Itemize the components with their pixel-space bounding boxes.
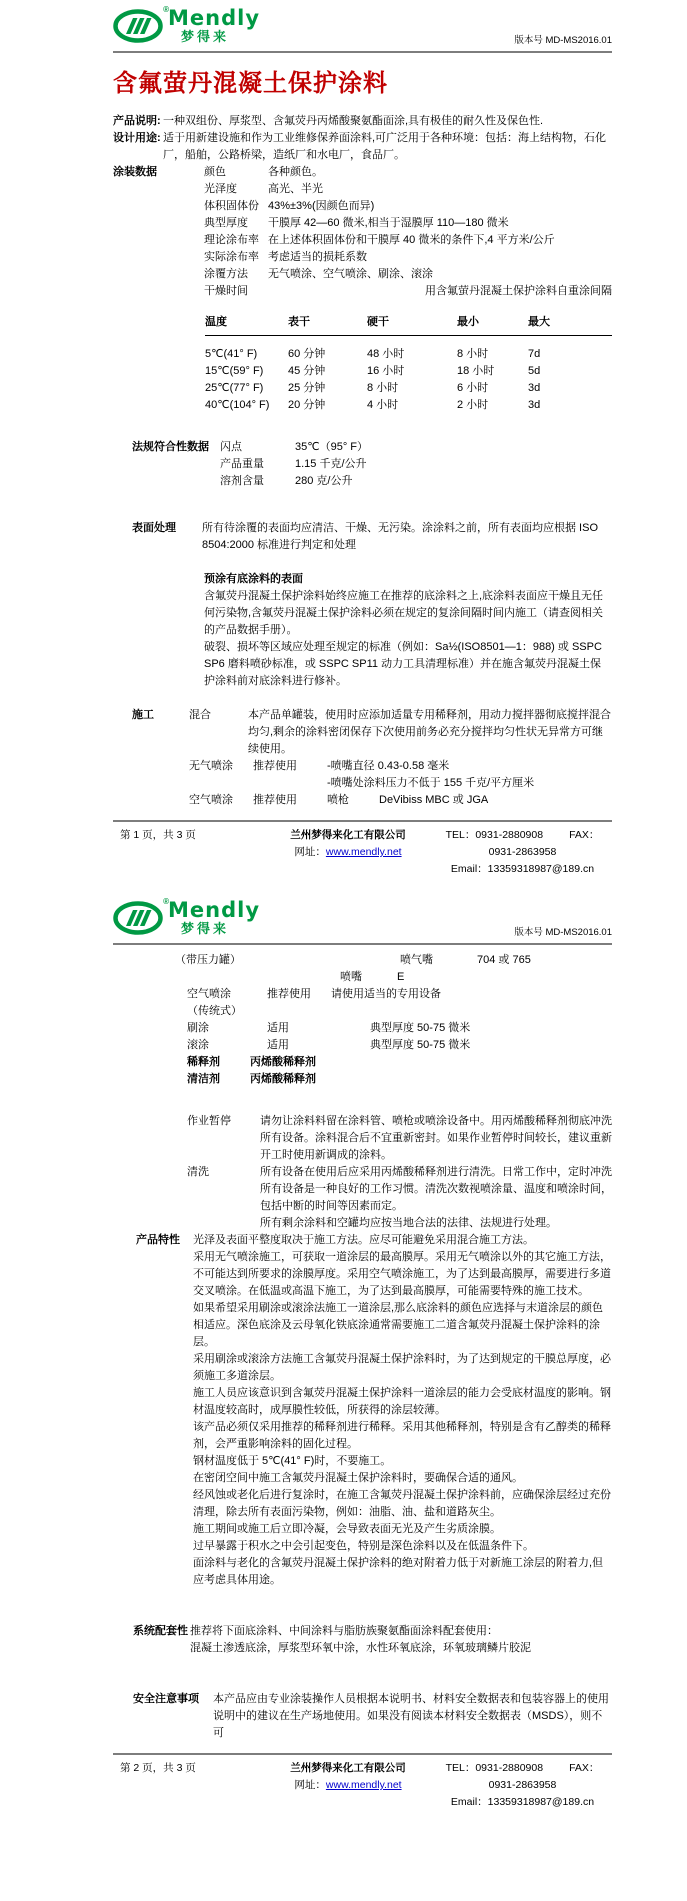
regulatory-row <box>113 439 612 456</box>
nozzle-value: E <box>397 971 405 983</box>
tel-number: TEL：0931-2880908 <box>445 1762 544 1774</box>
feature-paragraph: 采用无气喷涂施工，可获取一道涂层的最高膜厚。采用无气喷涂以外的其它施工方法，不可能达到所要求的涂膜厚度。采用空气喷涂施工，为了达到最高膜厚，需要进行多道交叉喷涂。在低温或高温下施工，为了达到最高膜厚，可能需要特殊的施工技术。 <box>193 1251 611 1297</box>
spec-label: 产品重量 <box>220 458 264 470</box>
coating-data-label: 涂装数据 <box>113 166 157 178</box>
table-cell: 7d <box>528 348 541 360</box>
website-label: 网址： <box>294 1779 326 1791</box>
version-label: 版本号 MD-MS2016.01 <box>514 35 612 46</box>
company-name: 兰州梦得来化工有限公司 <box>290 829 406 841</box>
product-description-row <box>113 113 612 130</box>
table-cell: 60 分钟 <box>288 348 326 360</box>
thinner-label: 稀释剂 <box>187 1056 220 1068</box>
table-row <box>205 380 612 397</box>
table-cell: 5d <box>528 365 541 377</box>
company-block <box>263 1760 433 1811</box>
page1-footer <box>113 820 612 878</box>
regulatory-row <box>113 473 612 490</box>
phone-line <box>433 827 612 861</box>
system-paragraph: 混凝土渗透底涂，厚浆型环氧中涂，水性环氧底涂，环氧玻璃鳞片胶泥 <box>190 1642 531 1654</box>
system-compatibility-row <box>113 1623 612 1657</box>
table-header-cell: 硬干 <box>367 316 389 328</box>
coating-data-row <box>113 198 612 215</box>
cleaning-paragraph: 所有剩余涂料和空罐均应按当地合法的法律、法规进行处理。 <box>260 1217 557 1229</box>
bottom-whitespace <box>113 1811 612 1901</box>
feature-paragraph: 该产品必须仅采用推荐的稀释剂进行稀释。采用其他稀释剂，特别是含有乙醇类的稀释剂，会严重影响涂料的固化过程。 <box>193 1421 611 1450</box>
pressure-pot-row <box>113 952 612 969</box>
table-cell: 3d <box>528 382 541 394</box>
surface-treatment-text: 所有待涂覆的表面均应清洁、干燥、无污染。涂涂料之前，所有表面均应根据 ISO 8504:2000 标准进行判定和处理 <box>202 522 599 551</box>
feature-paragraph: 如果希望采用刷涂或滚涂法施工一道涂层,那么底涂料的颜色应选择与末道涂层的颜色相适应。深色底涂及云母氧化铁底涂通常需要施工二道含氟荧丹混凝土保护涂料的涂层。 <box>193 1302 604 1348</box>
feature-paragraph: 经风蚀或老化后进行复涂时，在施工含氟荧丹混凝土保护涂料前，应确保涂层经过充份清理，除去所有表面污染物，例如：油脂、油、盐和道路灰尘。 <box>193 1489 611 1518</box>
feature-paragraph: 施工期间或施工后立即冷凝，会导致表面无光及产生劣质涂膜。 <box>193 1523 501 1535</box>
email-line: Email：13359318987@189.cn <box>450 863 595 875</box>
precoat-block <box>204 571 612 690</box>
nozzle-row <box>113 969 612 986</box>
page-gap <box>0 878 687 892</box>
fax-number: FAX：0931-2863958 <box>488 829 600 858</box>
mendly-logo-icon <box>113 5 169 48</box>
table-header-cell: 最大 <box>528 316 550 328</box>
page-1 <box>0 0 687 878</box>
recommended-label: 推荐使用 <box>253 760 297 772</box>
conventional-label: （传统式） <box>187 1005 242 1017</box>
spec-value: 在上述体积固体份和干膜厚 40 微米的条件下,4 平方米/公斤 <box>268 234 555 246</box>
cleaner-label: 清洁剂 <box>187 1073 220 1085</box>
table-header-cell: 最小 <box>457 316 479 328</box>
roller-label: 滚涂 <box>187 1039 209 1051</box>
product-features-label: 产品特性 <box>136 1234 180 1246</box>
recommended-label: 推荐使用 <box>253 794 297 806</box>
table-cell: 8 小时 <box>367 382 399 394</box>
construction-label: 施工 <box>132 709 154 721</box>
airless-spray-label: 无气喷涂 <box>189 760 233 772</box>
air-spray-row <box>113 792 612 809</box>
system-compatibility-text <box>190 1623 612 1657</box>
spec-value: 35℃（95° F） <box>295 441 368 453</box>
spec-value: 无气喷涂、空气喷涂、刷涂、滚涂 <box>268 268 433 280</box>
recommended-label: 推荐使用 <box>267 988 311 1000</box>
website-line <box>263 844 433 861</box>
regulatory-label: 法规符合性数据 <box>132 441 209 453</box>
table-cell: 15℃(59° F) <box>205 365 264 377</box>
registered-trademark-icon: ® <box>163 897 169 906</box>
table-cell: 20 分钟 <box>288 399 326 411</box>
spec-value: 1.15 千克/公升 <box>295 458 367 470</box>
table-cell: 25℃(77° F) <box>205 382 264 394</box>
spec-label: 理论涂布率 <box>204 234 259 246</box>
applicable-label: 适用 <box>267 1022 289 1034</box>
mendly-logo <box>113 897 261 940</box>
spec-label: 溶剂含量 <box>220 475 264 487</box>
product-features-row <box>113 1232 612 1589</box>
product-description-text: 一种双组份、厚浆型、含氟荧丹丙烯酸聚氨酯面涂,具有极佳的耐久性及保色性. <box>163 115 544 127</box>
precoat-paragraph: 含氟荧丹混凝土保护涂料始终应施工在推荐的底涂料之上,底涂料表面应干燥且无任何污染物,含氟荧丹混凝土保护涂料必须在规定的复涂间隔时间内施工（请查阅相关的产品数据手册）。 <box>204 590 604 636</box>
coating-data-row <box>113 181 612 198</box>
spray-gun-value: DeVibiss MBC 或 JGA <box>379 794 489 806</box>
spec-value: 高光、半光 <box>268 183 323 195</box>
design-use-label: 设计用途: <box>113 132 161 144</box>
brand-name-chinese: 梦得来 <box>181 921 230 936</box>
spec-label: 闪点 <box>220 441 242 453</box>
table-cell: 16 小时 <box>367 365 405 377</box>
table-cell: 48 小时 <box>367 348 405 360</box>
work-pause-text: 请勿让涂料料留在涂料管、喷枪或喷涂设备中。用丙烯酸稀释剂彻底冲洗所有设备。涂料混合后不宜重新密封。如果作业暂停时间较长，建议重新开工时使用新调成的涂料。 <box>260 1115 612 1161</box>
cleaner-row <box>113 1071 612 1088</box>
mendly-logo-icon <box>113 897 169 940</box>
version-label: 版本号 MD-MS2016.01 <box>514 927 612 938</box>
table-cell: 5℃(41° F) <box>205 348 258 360</box>
spec-label: 体积固体份 <box>204 200 259 212</box>
tel-number: TEL：0931-2880908 <box>445 829 544 841</box>
cleaner-value: 丙烯酸稀释剂 <box>250 1073 316 1085</box>
drying-time-row <box>113 283 612 300</box>
air-spray-label: 空气喷涂 <box>189 794 233 806</box>
table-row <box>205 363 612 380</box>
air-spray-label: 空气喷涂 <box>187 988 231 1000</box>
feature-paragraph: 在密闭空间中施工含氟荧丹混凝土保护涂料时，要确保合适的通风。 <box>193 1472 523 1484</box>
spec-value: 280 克/公升 <box>295 475 353 487</box>
work-pause-label: 作业暂停 <box>187 1115 231 1127</box>
spray-gun-label: 喷枪 <box>327 794 349 806</box>
website-line <box>263 1777 433 1794</box>
feature-paragraph: 过早暴露于积水之中会引起变色，特别是深色涂料以及在低温条件下。 <box>193 1540 534 1552</box>
construction-mixing-row <box>113 707 612 758</box>
cleaning-paragraph: 所有设备在使用后应采用丙烯酸稀释剂进行清洗。日常工作中，定时冲洗所有设备是一种良好的工作习惯。清洗次数视喷涂量、温度和喷涂时间，包括中断的时间等因素而定。 <box>260 1166 612 1212</box>
table-header-cell: 温度 <box>205 316 227 328</box>
coating-data-row <box>113 215 612 232</box>
website-link[interactable]: www.mendly.net <box>325 1779 402 1791</box>
work-pause-row <box>113 1113 612 1164</box>
spec-value: 用含氟萤丹混凝土保护涂料自重涂间隔 <box>425 285 612 297</box>
feature-paragraph: 光泽及表面平整度取决于施工方法。应尽可能避免采用混合施工方法。 <box>193 1234 534 1246</box>
page1-header <box>113 0 612 48</box>
company-name: 兰州梦得来化工有限公司 <box>290 1762 406 1774</box>
header-divider <box>113 51 612 53</box>
thinner-value: 丙烯酸稀释剂 <box>250 1056 316 1068</box>
fax-number: FAX：0931-2863958 <box>488 1762 600 1791</box>
spec-value: 各种颜色。 <box>268 166 323 178</box>
mixing-label: 混合 <box>189 709 211 721</box>
feature-paragraph: 施工人员应该意识到含氟荧丹混凝土保护涂料一道涂层的能力会受底材温度的影响。钢材温度较高时，成厚膜性较低，所获得的涂层较薄。 <box>193 1387 611 1416</box>
surface-treatment-row <box>113 520 612 554</box>
table-row <box>205 346 612 363</box>
spec-value: 考虑适当的损耗系数 <box>268 251 367 263</box>
air-spray-value: 请使用适当的专用设备 <box>331 988 441 1000</box>
feature-paragraph: 钢材温度低于 5℃(41° F)时，不要施工。 <box>193 1455 392 1467</box>
nozzle-label: 喷嘴 <box>340 971 362 983</box>
table-cell: 40℃(104° F) <box>205 399 270 411</box>
surface-treatment-label: 表面处理 <box>132 522 176 534</box>
applicable-label: 适用 <box>267 1039 289 1051</box>
spec-value: 43%±3%(因颜色而异) <box>268 200 375 212</box>
safety-row <box>113 1691 612 1742</box>
website-link[interactable]: www.mendly.net <box>325 846 402 858</box>
coating-data-row <box>113 232 612 249</box>
coating-data-row <box>113 266 612 283</box>
air-spray-conventional-row <box>113 986 612 1003</box>
brush-value: 典型厚度 50-75 微米 <box>370 1022 471 1034</box>
airless-spray-value <box>327 758 612 792</box>
page2-footer <box>113 1753 612 1811</box>
page-2 <box>0 892 687 1901</box>
contact-block <box>433 1760 612 1811</box>
brush-row <box>113 1020 612 1037</box>
coating-data-row <box>113 249 612 266</box>
brand-name-chinese: 梦得来 <box>181 29 230 44</box>
contact-block <box>433 827 612 878</box>
spec-label: 光泽度 <box>204 183 237 195</box>
spec-label: 典型厚度 <box>204 217 248 229</box>
brand-wordmark: Mendly <box>168 6 261 30</box>
roller-row <box>113 1037 612 1054</box>
system-compatibility-label: 系统配套性 <box>133 1625 188 1637</box>
page-number: 第 2 页，共 3 页 <box>120 1762 196 1774</box>
thinner-row <box>113 1054 612 1071</box>
airless-spray-row <box>113 758 612 792</box>
jet-nozzle-label: 喷气嘴 <box>400 954 433 966</box>
system-paragraph: 推荐将下面底涂料、中间涂料与脂肪族聚氨酯面涂料配套使用： <box>190 1625 498 1637</box>
cleaning-label: 清洗 <box>187 1166 209 1178</box>
mixing-text: 本产品单罐装，使用时应添加适量专用稀释剂，用动力搅拌器彻底搅拌混合均匀,剩余的涂料密闭保存下次使用前务必充分搅拌均匀性状无异常方可继续使用。 <box>248 709 611 755</box>
header-divider <box>113 943 612 945</box>
spec-label: 涂覆方法 <box>204 268 248 280</box>
nozzle-diameter-text: -喷嘴直径 0.43-0.58 毫米 <box>327 760 450 772</box>
email-line: Email：13359318987@189.cn <box>450 1796 595 1808</box>
table-cell: 4 小时 <box>367 399 399 411</box>
conventional-sub-row <box>113 1003 612 1020</box>
safety-text: 本产品应由专业涂装操作人员根据本说明书、材料安全数据表和包装容器上的使用说明中的建议在生产场地使用。如果没有阅读本材料安全数据表（MSDS），则不可 <box>213 1693 609 1739</box>
table-cell: 2 小时 <box>457 399 489 411</box>
safety-label: 安全注意事项 <box>133 1693 199 1705</box>
feature-paragraph: 面涂料与老化的含氟荧丹混凝土保护涂料的绝对附着力低于对新施工涂层的附着力,但应考虑具体用途。 <box>193 1557 604 1586</box>
table-cell: 18 小时 <box>457 365 495 377</box>
precoat-heading: 预涂有底涂料的表面 <box>204 573 303 585</box>
feature-paragraph: 采用刷涂或滚涂方法施工含氟荧丹混凝土保护涂料时，为了达到规定的干膜总厚度，必须施工多道涂层。 <box>193 1353 611 1382</box>
table-cell: 6 小时 <box>457 382 489 394</box>
regulatory-row <box>113 456 612 473</box>
website-label: 网址： <box>294 846 326 858</box>
table-header-row <box>205 314 612 336</box>
coating-data-row <box>113 164 612 181</box>
page2-header <box>113 892 612 940</box>
drying-time-table <box>205 314 612 414</box>
nozzle-pressure-text: -喷嘴处涂料压力不低于 155 千克/平方厘米 <box>327 777 535 789</box>
product-features-text <box>193 1232 612 1589</box>
product-description-label: 产品说明: <box>113 115 161 127</box>
company-block <box>263 827 433 878</box>
design-use-row <box>113 130 612 164</box>
spec-label: 实际涂布率 <box>204 251 259 263</box>
brush-label: 刷涂 <box>187 1022 209 1034</box>
table-row <box>205 397 612 414</box>
table-cell: 45 分钟 <box>288 365 326 377</box>
spec-label: 颜色 <box>204 166 226 178</box>
spec-label: 干燥时间 <box>204 285 248 297</box>
design-use-text: 适于用新建设施和作为工业维修保养面涂料,可广泛用于各种环境：包括：海上结构物，石化厂，船舶，公路桥梁，造纸厂和水电厂，食品厂。 <box>163 132 607 161</box>
cleaning-text <box>260 1164 612 1232</box>
table-cell: 25 分钟 <box>288 382 326 394</box>
registered-trademark-icon: ® <box>163 5 169 14</box>
table-header-cell: 表干 <box>288 316 310 328</box>
table-cell: 8 小时 <box>457 348 489 360</box>
mendly-logo <box>113 5 261 48</box>
page-number: 第 1 页，共 3 页 <box>120 829 196 841</box>
table-cell: 3d <box>528 399 541 411</box>
phone-line <box>433 1760 612 1794</box>
spec-value: 干膜厚 42—60 微米,相当于湿膜厚 110—180 微米 <box>268 217 509 229</box>
roller-value: 典型厚度 50-75 微米 <box>370 1039 471 1051</box>
precoat-paragraph: 破裂、损坏等区域应处理至规定的标准（例如：Sa½(ISO8501—1：988) 或 SSPC SP6 磨料喷砂标准，或 SSPC SP11 动力工具清理标准）并在施含氟荧丹混凝土保护涂料前对底涂料进行修补。 <box>204 641 602 687</box>
jet-nozzle-value: 704 或 765 <box>477 954 531 966</box>
pressure-pot-label: （带压力罐） <box>175 954 241 966</box>
brand-wordmark: Mendly <box>168 898 261 922</box>
page-title: 含氟萤丹混凝土保护涂料 <box>113 70 388 97</box>
cleaning-row <box>113 1164 612 1232</box>
